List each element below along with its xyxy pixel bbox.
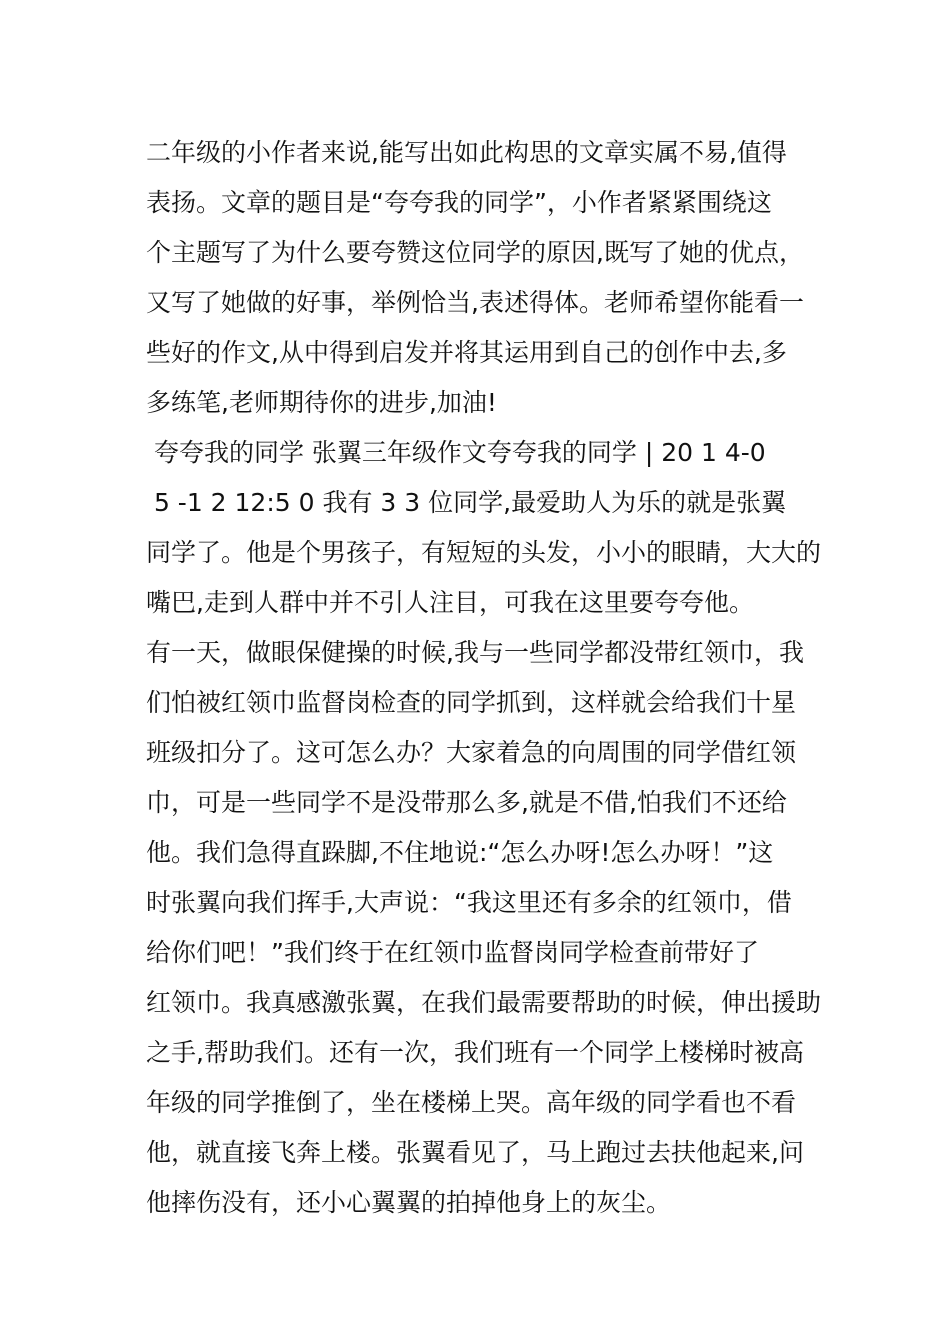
text-line: 多练笔,老师期待你的进步,加油! — [146, 388, 497, 417]
text-line: 班级扣分了。这可怎么办？大家着急的向周围的同学借红领 — [146, 738, 797, 767]
text-line: 他摔伤没有，还小心翼翼的拍掉他身上的灰尘。 — [146, 1188, 672, 1217]
document-text-body — [146, 128, 822, 1228]
text-line: 巾，可是一些同学不是没带那么多,就是不借,怕我们不还给 — [146, 788, 787, 817]
text-line: 又写了她做的好事，举例恰当,表述得体。老师希望你能看一 — [146, 288, 804, 317]
text-line: 二年级的小作者来说,能写出如此构思的文章实属不易,值得 — [146, 138, 787, 167]
text-line: 他，就直接飞奔上楼。张翼看见了，马上跑过去扶他起来,问 — [146, 1138, 804, 1167]
text-line: 表扬。文章的题目是“夸夸我的同学”，小作者紧紧围绕这 — [146, 188, 772, 217]
text-line: 同学了。他是个男孩子，有短短的头发，小小的眼睛，大大的 — [146, 538, 822, 567]
text-line: 给你们吧！”我们终于在红领巾监督岗同学检查前带好了 — [146, 938, 759, 967]
text-line: 5 -1 2 12:5 0 我有 3 3 位同学,最爱助人为乐的就是张翼 — [146, 488, 787, 517]
text-line: 嘴巴,走到人群中并不引人注目，可我在这里要夸夸他。 — [146, 588, 754, 617]
text-line: 他。我们急得直跺脚,不住地说:“怎么办呀!怎么办呀！”这 — [146, 838, 774, 867]
text-line: 年级的同学推倒了，坐在楼梯上哭。高年级的同学看也不看 — [146, 1088, 797, 1117]
text-line: 之手,帮助我们。还有一次，我们班有一个同学上楼梯时被高 — [146, 1038, 804, 1067]
text-line: 们怕被红领巾监督岗检查的同学抓到，这样就会给我们十星 — [146, 688, 797, 717]
article-title-line: 夸夸我的同学 张翼三年级作文夸夸我的同学 | 20 1 4-0 — [146, 438, 766, 467]
text-line: 有一天，做眼保健操的时候,我与一些同学都没带红领巾，我 — [146, 638, 804, 667]
text-line: 个主题写了为什么要夸赞这位同学的原因,既写了她的优点， — [146, 238, 804, 267]
text-line: 时张翼向我们挥手,大声说：“我这里还有多余的红领巾，借 — [146, 888, 792, 917]
text-line: 些好的作文,从中得到启发并将其运用到自己的创作中去,多 — [146, 338, 787, 367]
text-line: 红领巾。我真感激张翼，在我们最需要帮助的时候，伸出援助 — [146, 988, 822, 1017]
